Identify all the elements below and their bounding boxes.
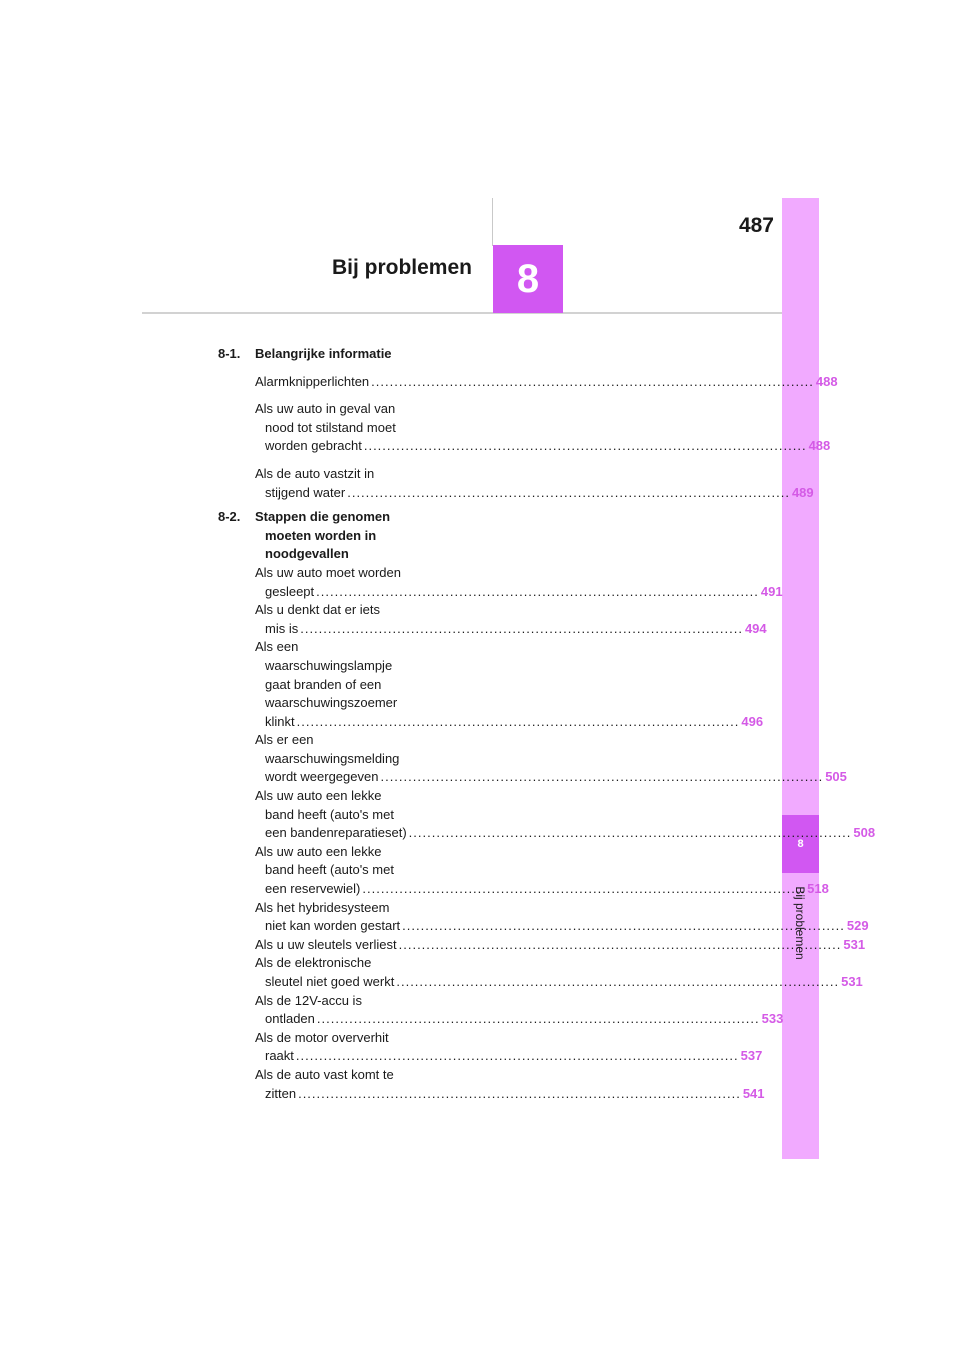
page-link[interactable]: 531 [843,936,866,952]
dot-leader [300,621,743,636]
toc-entry-line: Als de 12V-accu is [255,992,362,1008]
page-link[interactable]: 541 [742,1085,765,1101]
toc-entry-line: band heeft (auto's met [265,806,394,822]
page-link[interactable]: 533 [761,1011,784,1027]
toc-entry-line: raakt [265,1048,294,1064]
dot-leader [362,881,805,896]
toc-entry[interactable] [218,638,764,731]
toc-entry[interactable] [218,1066,765,1103]
toc-entry-line: Als er een [255,732,314,748]
toc-entry-text [255,954,863,991]
side-chapter-tab[interactable]: 8 [782,815,819,873]
page-link[interactable]: 496 [741,713,764,729]
toc-entry-line: Als de elektronische [255,955,372,971]
toc-entry[interactable] [218,731,847,787]
toc-entry[interactable] [218,564,783,601]
toc-entry-line: worden gebracht [265,438,362,454]
dot-leader [380,769,823,784]
toc-entry-line: gesleept [265,583,315,599]
side-thumb-strip [782,198,819,1159]
page-link[interactable]: 529 [846,918,869,934]
toc-entry-line: waarschuwingszoemer [265,695,398,711]
toc-entry-text [255,936,866,955]
toc-entry[interactable] [218,843,829,899]
toc-entry-line: een reservewiel) [265,881,361,897]
toc-entry-line: wordt weergegeven [265,769,379,785]
toc-entry-text [255,731,847,787]
section-heading [218,345,468,364]
toc-entry-line: zitten [265,1085,297,1101]
toc-entry-line: Als de motor oververhit [255,1029,389,1045]
toc-entry[interactable] [218,954,863,991]
section-number: 8-1. [218,346,241,361]
toc-entry[interactable] [218,601,767,638]
page-link[interactable]: 488 [808,438,831,454]
toc-entry[interactable] [218,1029,763,1066]
toc-entry-line: gaat branden of een [265,676,382,692]
chapter-number-box: 8 [493,245,563,313]
section-title-line: moeten worden in [265,527,377,543]
toc-entry-line: niet kan worden gestart [265,918,401,934]
dot-leader [347,485,790,500]
toc-entry[interactable] [218,936,866,955]
toc-entry-line: Als een [255,639,299,655]
toc-entry[interactable] [218,992,784,1029]
toc-entry-text [255,601,767,638]
toc-entry-line: band heeft (auto's met [265,862,394,878]
section-heading [218,508,468,564]
toc-entry-text [255,638,764,731]
dot-leader [399,937,842,952]
page-link[interactable]: 489 [791,484,814,500]
toc-entry-line: Als het hybridesysteem [255,899,390,915]
section-title-line: noodgevallen [265,546,349,562]
toc-entry-text [255,373,838,392]
dot-leader [316,584,759,599]
toc-entry-line: sleutel niet goed werkt [265,974,395,989]
toc-entry-line: waarschuwingslampje [265,657,393,673]
dot-leader [364,438,807,453]
toc-entry-line: mis is [265,620,299,636]
toc-entry-line: Als de auto vastzit in [255,465,375,481]
dot-leader [298,1086,741,1101]
page-link[interactable]: 494 [744,620,767,636]
dot-leader [402,918,845,933]
toc-entry-line: waarschuwingsmelding [265,750,400,766]
toc-entry-line: klinkt [265,713,295,729]
dot-leader [317,1011,760,1026]
toc-entry-line: Als uw auto een lekke [255,843,382,859]
toc-entry-line: ontladen [265,1011,315,1027]
side-chapter-label: Bij problemen [793,886,807,960]
toc-entry-text [255,400,831,456]
toc-entry-line: Als u denkt dat er iets [255,602,381,618]
toc-entry[interactable] [218,787,876,843]
toc-entry[interactable] [218,373,838,392]
toc-entry-line: een bandenreparatieset) [265,825,407,841]
toc-entry-line: nood tot stilstand moet [265,419,396,435]
page-link[interactable]: 491 [760,583,783,599]
toc-entry-line: Als de auto vast komt te [255,1066,394,1082]
dot-leader [396,974,839,989]
toc-entry-text [255,787,876,843]
toc-entry-line: Als uw auto moet worden [255,564,401,580]
dot-leader [297,714,740,729]
toc-entry-line: Als u uw sleutels verliest [255,936,397,952]
toc-entry-text [255,465,814,502]
page-link[interactable]: 505 [825,769,847,785]
toc-entry-text [255,992,784,1029]
section-title-line: Stappen die genomen [255,509,391,525]
toc-entry-text [255,1029,763,1066]
toc-entry-line: stijgend water [265,484,346,500]
dot-leader [409,825,852,840]
chapter-title: Bij problemen [331,256,472,279]
dot-leader [296,1048,739,1063]
dot-leader [371,374,814,389]
page-link[interactable]: 488 [815,373,838,389]
toc-entry-text [255,564,783,601]
header-divider-vertical [492,198,493,246]
page-link[interactable]: 537 [740,1048,763,1064]
toc-entry-line: Alarmknipperlichten [255,373,370,389]
toc-entry[interactable] [218,400,831,456]
header-rule [142,312,782,314]
toc-entry[interactable] [218,465,814,502]
page-link[interactable]: 508 [853,825,876,841]
page-number: 487 [738,214,774,237]
page-link[interactable]: 518 [807,881,829,897]
toc-entry-line: Als uw auto een lekke [255,788,382,804]
toc-entry-text [255,843,829,899]
page-link[interactable]: 531 [841,974,863,989]
toc-entry-text [255,1066,765,1103]
toc-entry-line: Als uw auto in geval van [255,401,396,417]
section-title-line: Belangrijke informatie [255,346,392,361]
section-number: 8-2. [218,509,241,525]
